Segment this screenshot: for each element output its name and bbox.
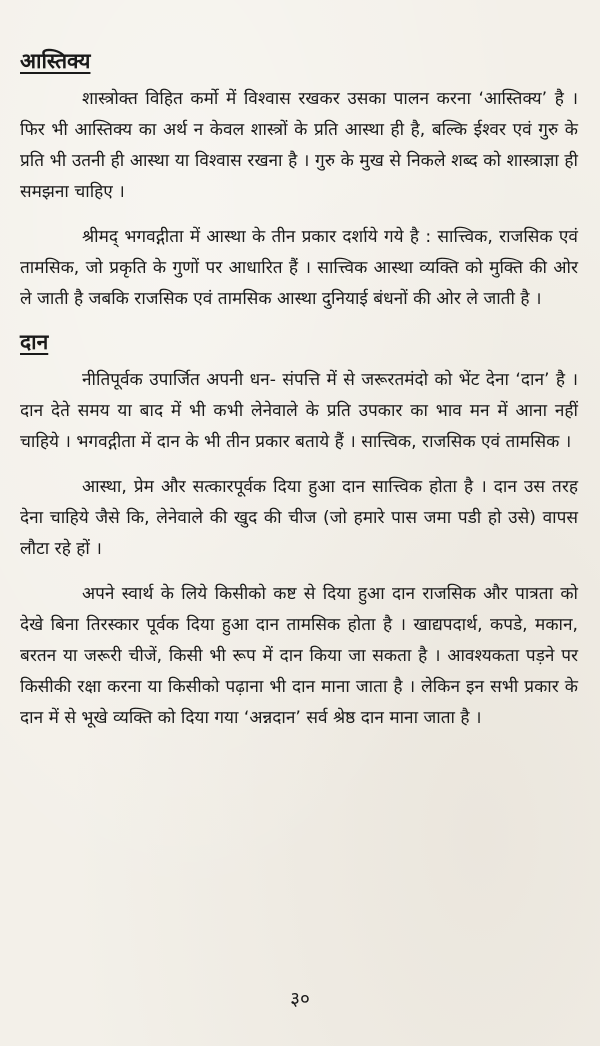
page-number: ३० — [290, 988, 310, 1010]
paragraph-aastikya-1: शास्त्रोक्त विहित कर्मो में विश्वास रखकर उसका पालन करना ‘आस्तिक्य’ है । फिर भी आस्तिक्य का अर्थ न केवल शास्त्रों के प्रति आस्था ही है, बल्कि ईश्वर एवं गुरु के प्रति भी उतनी ही आस्था या विश्वास रखना है । गुरु के मुख से निकले शब्द को शास्त्राज्ञा ही समझना चाहिए । — [20, 89, 578, 202]
paragraph-daan-1: नीतिपूर्वक उपार्जित अपनी धन- संपत्ति में से जरूरतमंदो को भेंट देना ‘दान’ है । दान देते समय या बाद में भी कभी लेनेवाले के प्रति उपकार का भाव मन में आना नहीं चाहिये । भगवद्गीता में दान के भी तीन प्रकार बताये हैं । सात्त्विक, राजसिक एवं तामसिक । — [20, 370, 578, 452]
paragraph-daan-3: अपने स्वार्थ के लिये किसीको कष्ट से दिया हुआ दान राजसिक और पात्रता को देखे बिना तिरस्कार पूर्वक दिया हुआ दान तामसिक होता है । खाद्यपदार्थ, कपडे, मकान, बरतन या जरूरी चीजें, किसी भी रूप में दान किया जा सकता है । आवश्यकता पड़ने पर किसीकी रक्षा करना या किसीको पढ़ाना भी दान माना जाता है । लेकिन इन सभी प्रकार के दान में से भूखे व्यक्ति को दिया गया ‘अन्नदान’ सर्व श्रेष्ठ दान माना जाता है । — [20, 584, 578, 728]
paragraph-aastikya-2: श्रीमद् भगवद्गीता में आस्था के तीन प्रकार दर्शाये गये है : सात्त्विक, राजसिक एवं तामसिक, जो प्रकृति के गुणों पर आधारित हैं । सात्त्विक आस्था व्यक्ति को मुक्ति की ओर ले जाती है जबकि राजसिक एवं तामसिक आस्था दुनियाई बंधनों की ओर ले जाती है । — [20, 227, 578, 309]
paragraph-daan-2: आस्था, प्रेम और सत्कारपूर्वक दिया हुआ दान सात्त्विक होता है । दान उस तरह देना चाहिये जैसे कि, लेनेवाले की खुद की चीज (जो हमारे पास जमा पडी हो उसे) वापस लौटा रहे हों । — [20, 477, 578, 559]
section-heading-daan: दान — [20, 330, 49, 354]
section-heading-aastikya: आस्तिक्य — [20, 49, 91, 73]
